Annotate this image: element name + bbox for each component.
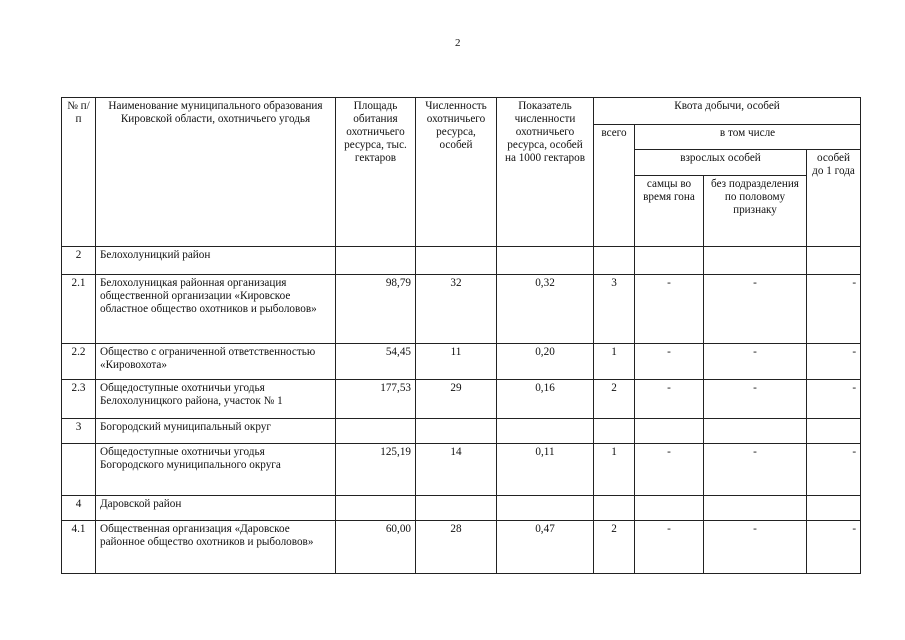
header-no-sex-division: без подразделения по половому признаку (704, 176, 807, 247)
cell-area (336, 247, 416, 275)
cell-nosex: - (704, 344, 807, 380)
cell-count (416, 419, 497, 444)
cell-name: Даровской район (96, 496, 336, 521)
cell-young (807, 419, 861, 444)
cell-nosex: - (704, 444, 807, 496)
cell-nosex (704, 247, 807, 275)
cell-num: 3 (62, 419, 96, 444)
cell-density: 0,32 (497, 275, 594, 344)
cell-young: - (807, 521, 861, 574)
cell-total: 2 (594, 521, 635, 574)
cell-total (594, 419, 635, 444)
cell-count: 28 (416, 521, 497, 574)
table-row (62, 496, 861, 521)
header-area: Площадь обитания охотничьего ресурса, тыс. гектаров (336, 98, 416, 247)
cell-young: - (807, 344, 861, 380)
header-name: Наименование муниципального образования Кировской области, охотничьего угодья (96, 98, 336, 247)
cell-males: - (635, 275, 704, 344)
cell-area: 125,19 (336, 444, 416, 496)
cell-density: 0,20 (497, 344, 594, 380)
cell-total: 3 (594, 275, 635, 344)
cell-nosex (704, 419, 807, 444)
table-row (62, 275, 861, 344)
table-row (62, 444, 861, 496)
cell-num: 4 (62, 496, 96, 521)
header-adults: взрослых особей (635, 150, 807, 176)
cell-density (497, 496, 594, 521)
cell-nosex: - (704, 275, 807, 344)
header-including: в том числе (635, 125, 861, 150)
cell-density (497, 419, 594, 444)
cell-count: 11 (416, 344, 497, 380)
cell-name: Общественная организация «Даровское районное общество охотников и рыболовов» (96, 521, 336, 574)
cell-nosex: - (704, 380, 807, 419)
cell-num: 2 (62, 247, 96, 275)
cell-density: 0,47 (497, 521, 594, 574)
cell-num (62, 444, 96, 496)
cell-area (336, 496, 416, 521)
table-row (62, 380, 861, 419)
cell-nosex: - (704, 521, 807, 574)
cell-young: - (807, 275, 861, 344)
header-quota: Квота добычи, особей (594, 98, 861, 125)
cell-count (416, 496, 497, 521)
cell-area: 98,79 (336, 275, 416, 344)
header-density: Показатель численности охотничьего ресурса, особей на 1000 гектаров (497, 98, 594, 247)
cell-num: 4.1 (62, 521, 96, 574)
cell-area: 54,45 (336, 344, 416, 380)
cell-density: 0,11 (497, 444, 594, 496)
cell-name: Белохолуницкая районная организация общественной организации «Кировское областное общество охотников и рыболовов» (96, 275, 336, 344)
table-row (62, 521, 861, 574)
header-count: Численность охотничьего ресурса, особей (416, 98, 497, 247)
cell-nosex (704, 496, 807, 521)
cell-young: - (807, 444, 861, 496)
cell-name: Белохолуницкий район (96, 247, 336, 275)
cell-count: 29 (416, 380, 497, 419)
cell-area: 60,00 (336, 521, 416, 574)
cell-total: 1 (594, 344, 635, 380)
cell-name: Богородский муниципальный округ (96, 419, 336, 444)
header-num: № п/п (62, 98, 96, 247)
cell-males: - (635, 380, 704, 419)
cell-density (497, 247, 594, 275)
cell-total: 2 (594, 380, 635, 419)
cell-num: 2.3 (62, 380, 96, 419)
cell-num: 2.1 (62, 275, 96, 344)
cell-num: 2.2 (62, 344, 96, 380)
cell-young: - (807, 380, 861, 419)
cell-area (336, 419, 416, 444)
cell-total: 1 (594, 444, 635, 496)
cell-count: 32 (416, 275, 497, 344)
cell-young (807, 247, 861, 275)
cell-name: Общество с ограниченной ответственностью «Кировохота» (96, 344, 336, 380)
cell-count: 14 (416, 444, 497, 496)
cell-males: - (635, 521, 704, 574)
cell-name: Общедоступные охотничьи угодья Белохолуницкого района, участок № 1 (96, 380, 336, 419)
cell-total (594, 247, 635, 275)
cell-name: Общедоступные охотничьи угодья Богородского муниципального округа (96, 444, 336, 496)
cell-males (635, 419, 704, 444)
table-row (62, 247, 861, 275)
header-under-one-year: особей до 1 года (807, 150, 861, 247)
table-row (62, 344, 861, 380)
cell-density: 0,16 (497, 380, 594, 419)
cell-males: - (635, 444, 704, 496)
table-row (62, 419, 861, 444)
page-number: 2 (455, 37, 461, 49)
cell-young (807, 496, 861, 521)
hunting-quota-table (61, 97, 861, 574)
cell-males (635, 496, 704, 521)
header-males-rut: самцы во время гона (635, 176, 704, 247)
cell-total (594, 496, 635, 521)
cell-males: - (635, 344, 704, 380)
cell-count (416, 247, 497, 275)
cell-males (635, 247, 704, 275)
header-total: всего (594, 125, 635, 247)
cell-area: 177,53 (336, 380, 416, 419)
